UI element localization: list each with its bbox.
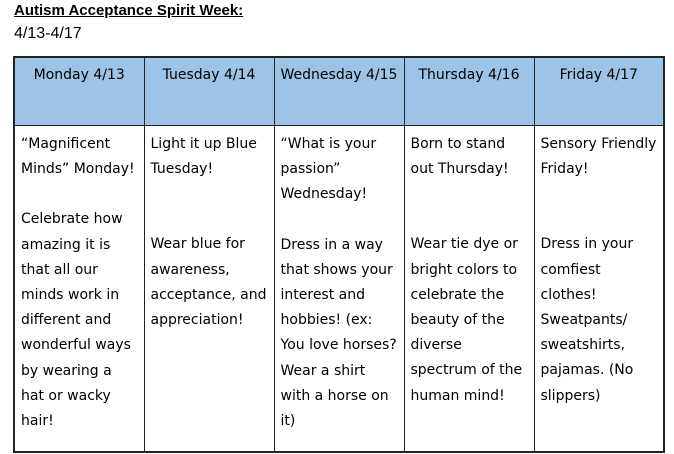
day-header-monday: Monday 4/13 (14, 57, 144, 126)
theme-monday: “Magnificent Minds” Monday! (21, 136, 135, 178)
theme-wednesday: “What is your passion” Wednesday! (280, 136, 377, 203)
description-friday: Dress in your comfiest clothes! Sweatpants/ sweatshirts, pajamas. (No slippers) (540, 236, 634, 404)
day-cell-monday (14, 126, 144, 453)
theme-friday: Sensory Friendly Friday! (540, 136, 657, 178)
day-header-friday: Friday 4/17 (534, 57, 664, 126)
day-header-thursday: Thursday 4/16 (404, 57, 534, 126)
day-header-tuesday: Tuesday 4/14 (144, 57, 274, 126)
day-cell-tuesday (144, 126, 274, 453)
date-range: 4/13-4/17 (14, 25, 82, 42)
description-monday: Celebrate how amazing it is that all our minds work in different and wonderful ways by wearing a hat or wacky hair! (21, 211, 131, 430)
theme-thursday: Born to stand out Thursday! (410, 136, 509, 178)
description-thursday: Wear tie dye or bright colors to celebrate the beauty of the diverse spectrum of the human mind! (410, 236, 523, 404)
table-header-row (14, 57, 664, 126)
description-wednesday: Dress in a way that shows your interest and hobbies! (ex: You love horses? Wear a shirt with a horse on it) (280, 236, 397, 430)
day-cell-thursday (404, 126, 534, 453)
spirit-week-table (13, 56, 665, 453)
day-cell-wednesday (274, 126, 404, 453)
day-cell-friday (534, 126, 664, 453)
description-tuesday: Wear blue for awareness, acceptance, and appreciation! (150, 236, 267, 329)
page-title: Autism Acceptance Spirit Week: (14, 2, 244, 19)
day-header-wednesday: Wednesday 4/15 (274, 57, 404, 126)
table-row (14, 126, 664, 453)
theme-tuesday: Light it up Blue Tuesday! (150, 136, 257, 178)
